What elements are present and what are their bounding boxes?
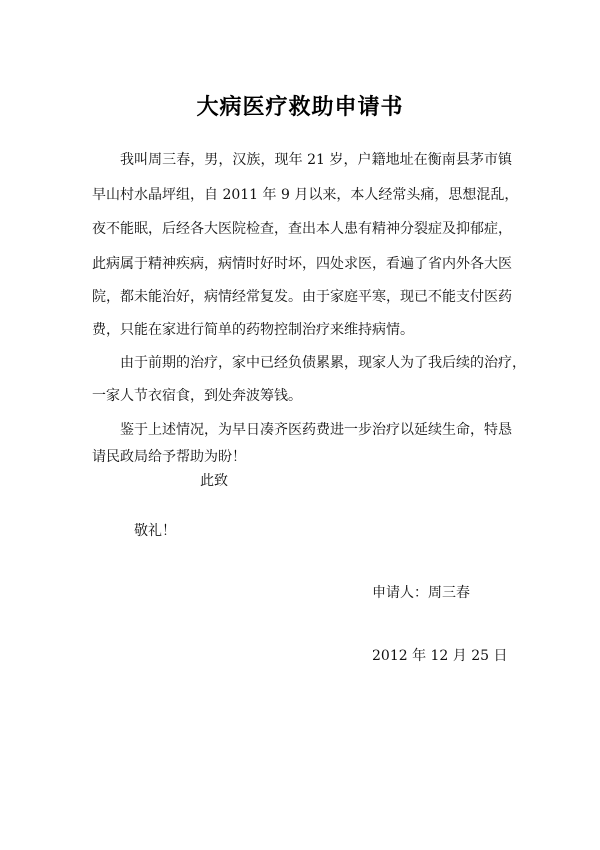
paragraph-1-line-2: 早山村水晶坪组，自 2011 年 9 月以来，本人经常头痛，思想混乱， [92,187,519,203]
application-date: 2012 年 12 月 25 日 [372,648,508,664]
paragraph-1-line-5: 院，都未能治好，病情经常复发。由于家庭平寒，现已不能支付医药 [92,289,512,305]
paragraph-1-line-6: 费，只能在家进行简单的药物控制治疗来维持病情。 [92,322,414,338]
paragraph-2-line-1: 由于前期的治疗，家中已经负债累累，现家人为了我后续的治疗， [120,355,526,371]
closing-salutation: 此致 [200,473,228,489]
document-title: 大病医疗救助申请书 [196,95,404,120]
paragraph-3-line-1: 鉴于上述情况，为早日凑齐医药费进一步治疗以延续生命，特恳 [120,422,512,438]
paragraph-2-line-2: 一家人节衣宿食，到处奔波筹钱。 [92,388,302,404]
applicant-signature: 申请人：周三春 [372,585,470,601]
paragraph-1-line-1: 我叫周三春，男，汉族，现年 21 岁，户籍地址在衡南县茅市镇 [120,152,512,168]
paragraph-3-line-2: 请民政局给予帮助为盼！ [92,449,246,465]
paragraph-1-line-4: 此病属于精神疾病，病情时好时坏，四处求医，看遍了省内外各大医 [92,256,512,272]
paragraph-1-line-3: 夜不能眠，后经各大医院检查，查出本人患有精神分裂症及抑郁症， [92,221,512,237]
closing-regards: 敬礼！ [134,523,176,539]
